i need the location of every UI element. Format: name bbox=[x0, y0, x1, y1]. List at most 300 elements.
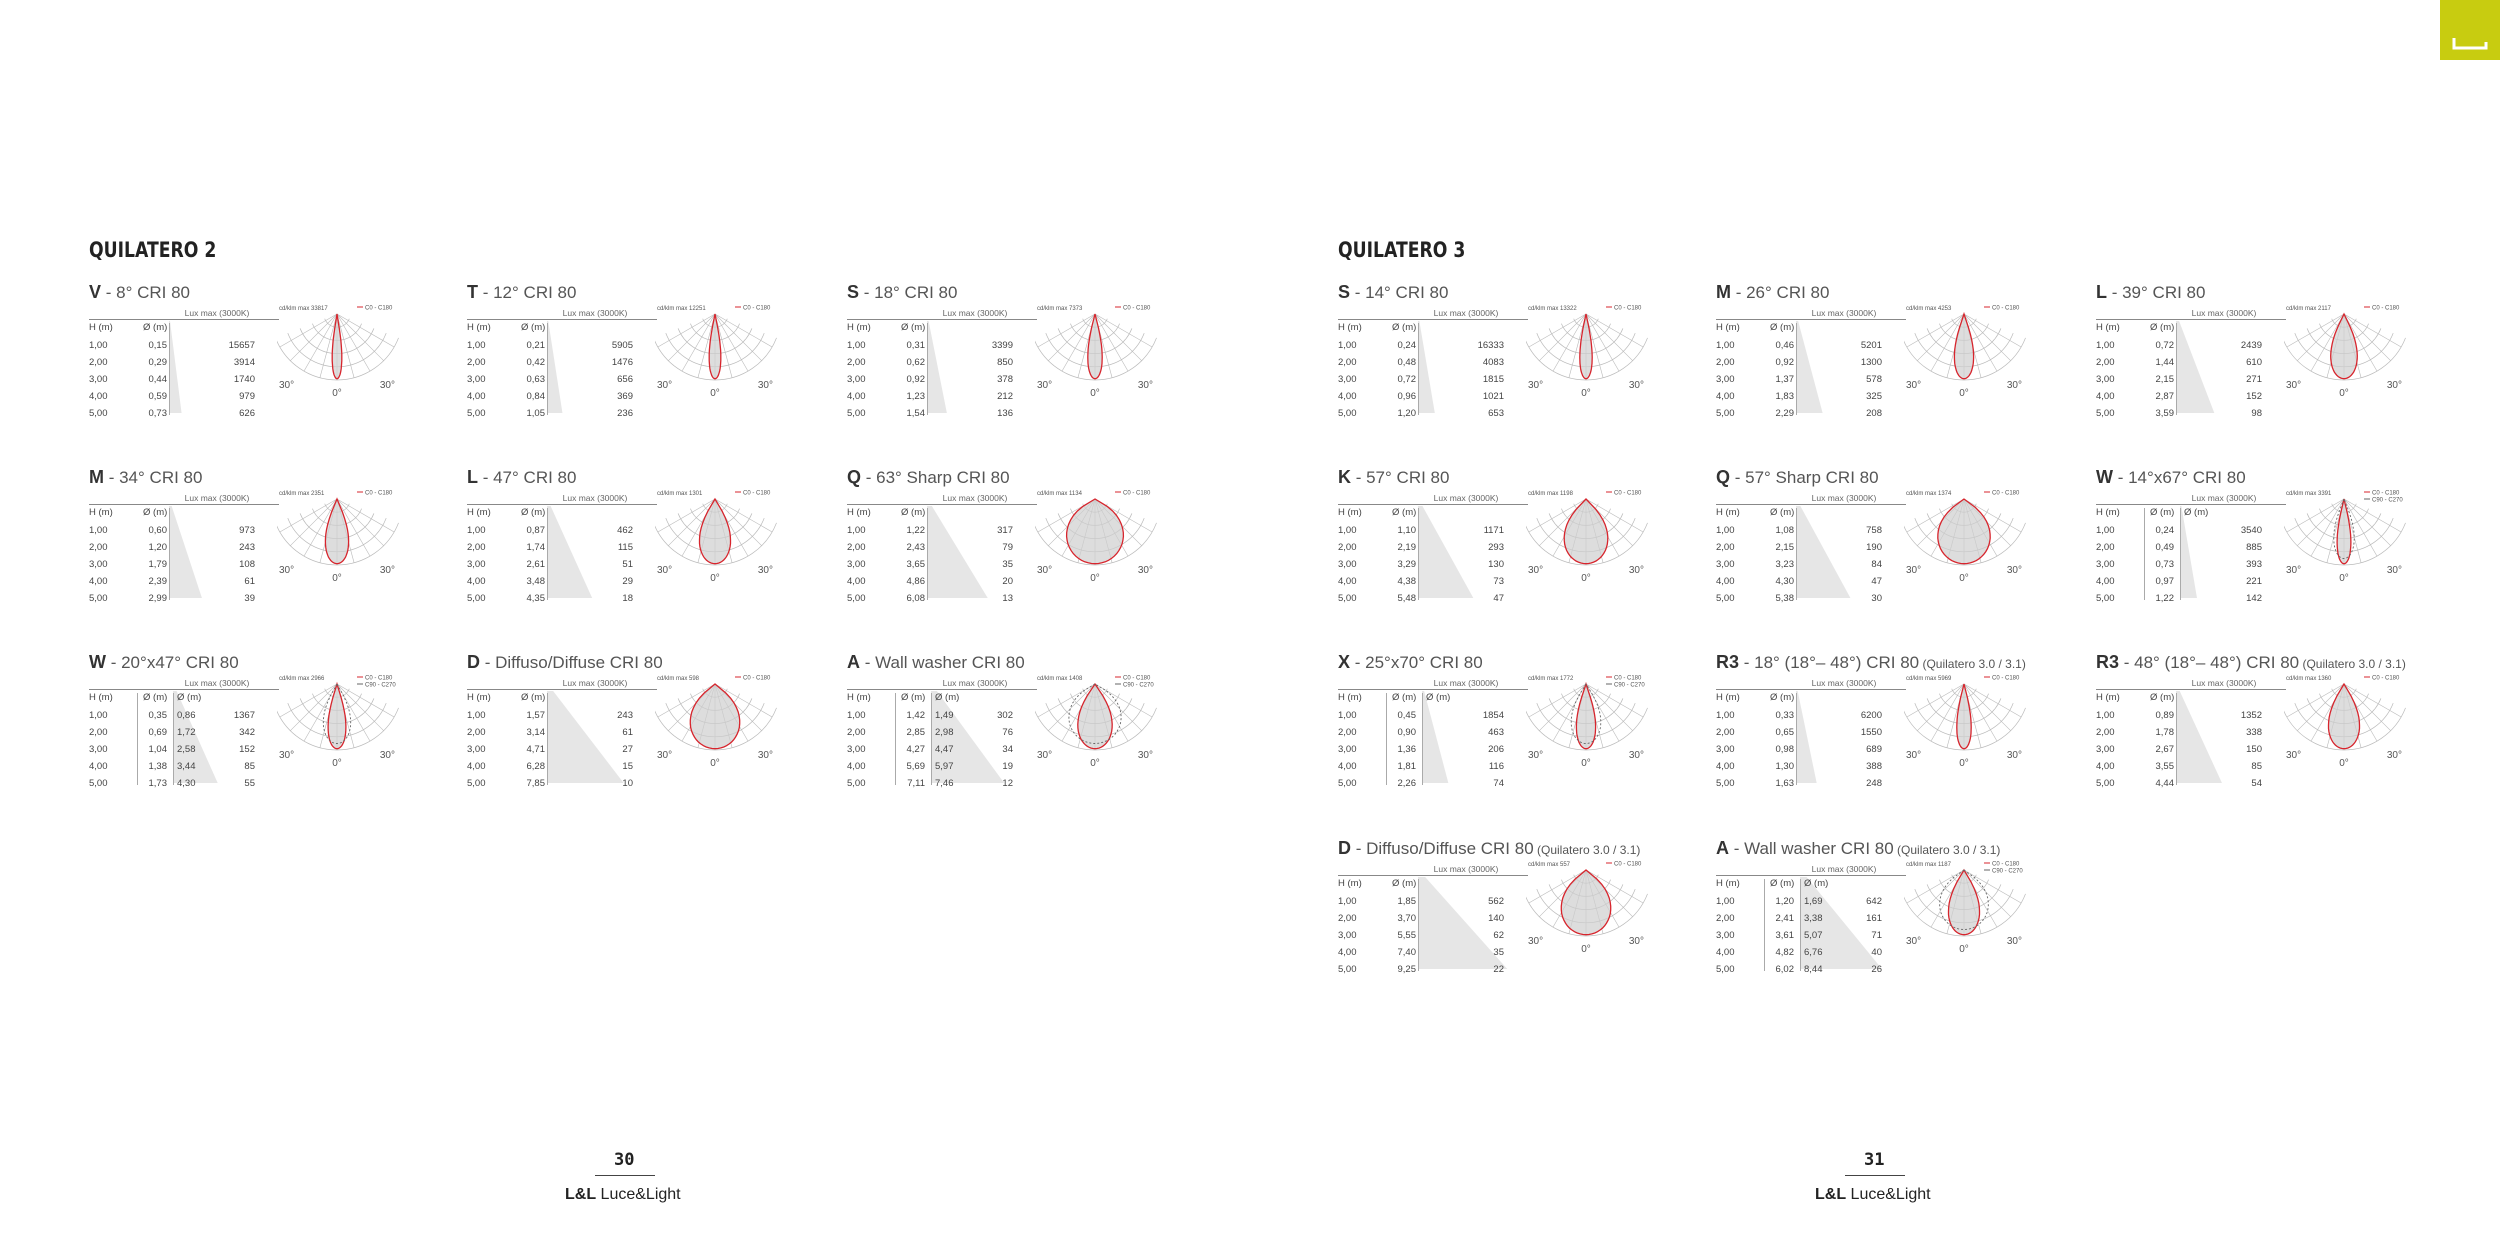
optic-label: - 39° CRI 80 bbox=[2107, 283, 2206, 302]
cell-height: 3,00 bbox=[1338, 559, 1357, 570]
cell-lux: 74 bbox=[1493, 778, 1504, 789]
panel-title bbox=[2096, 652, 2406, 673]
col-header-diameter: Ø (m) bbox=[901, 692, 926, 703]
col-header-h: H (m) bbox=[467, 322, 491, 333]
cell-height: 4,00 bbox=[89, 391, 108, 402]
panel-title bbox=[89, 467, 202, 488]
cell-height: 3,00 bbox=[2096, 559, 2115, 570]
cell-diameter: 1,78 bbox=[2155, 727, 2174, 738]
cell-lux: 388 bbox=[1866, 761, 1882, 772]
cell-height: 2,00 bbox=[847, 542, 866, 553]
cell-height: 2,00 bbox=[2096, 357, 2115, 368]
cell-diameter: 2,99 bbox=[148, 593, 167, 604]
panel-title bbox=[1338, 282, 1448, 303]
angle-label-center: 0° bbox=[332, 758, 342, 768]
lux-max-header: Lux max (3000K) bbox=[1433, 493, 1499, 503]
lux-max-header: Lux max (3000K) bbox=[2191, 308, 2257, 318]
optic-code: S bbox=[1338, 282, 1351, 302]
cell-height: 3,00 bbox=[1716, 559, 1735, 570]
column-divider bbox=[931, 693, 932, 785]
col-header-h: H (m) bbox=[1338, 878, 1362, 889]
cell-lux: 136 bbox=[997, 408, 1013, 419]
polar-light-distribution-diagram bbox=[1904, 672, 2026, 768]
cell-diameter: 3,14 bbox=[526, 727, 545, 738]
angle-label-left: 30° bbox=[1037, 565, 1053, 576]
cell-lux: 5905 bbox=[611, 340, 633, 351]
cell-height: 4,00 bbox=[89, 761, 108, 772]
beam-curve-c0 bbox=[1088, 314, 1102, 379]
column-divider bbox=[1418, 323, 1419, 415]
angle-label-right: 30° bbox=[379, 750, 395, 761]
col-header-h: H (m) bbox=[89, 322, 113, 333]
legend-entry: C0 - C180 bbox=[1123, 305, 1151, 312]
optic-code: Q bbox=[847, 467, 862, 487]
cell-height: 2,00 bbox=[1338, 727, 1357, 738]
optic-label: - 20°x47° CRI 80 bbox=[106, 653, 239, 672]
angle-label-center: 0° bbox=[1581, 388, 1591, 398]
cell-lux: 79 bbox=[1002, 542, 1013, 553]
col-header-diameter: Ø (m) bbox=[521, 322, 546, 333]
cell-height: 2,00 bbox=[1338, 542, 1357, 553]
col-header-diameter: Ø (m) bbox=[143, 507, 168, 518]
cell-height: 2,00 bbox=[1716, 727, 1735, 738]
cell-diameter-2: 2,98 bbox=[935, 727, 954, 738]
cd-klm-max: cd/klm max 2966 bbox=[279, 676, 325, 682]
cell-diameter: 5,69 bbox=[906, 761, 925, 772]
polar-grid-ray bbox=[668, 314, 715, 361]
legend-entry: C0 - C180 bbox=[1992, 305, 2020, 312]
optic-label: - 48° (18°– 48°) CRI 80 bbox=[2119, 653, 2300, 672]
table-rule bbox=[89, 504, 279, 505]
cell-diameter: 1,08 bbox=[1775, 525, 1794, 536]
cell-height: 4,00 bbox=[1338, 391, 1357, 402]
beam-curve-c0 bbox=[1078, 684, 1112, 749]
photometric-panel bbox=[2096, 467, 2408, 627]
cell-height: 4,00 bbox=[2096, 761, 2115, 772]
cell-lux: 35 bbox=[1493, 947, 1504, 958]
cell-lux: 562 bbox=[1488, 896, 1504, 907]
cell-lux: 689 bbox=[1866, 744, 1882, 755]
col-header-h: H (m) bbox=[847, 692, 871, 703]
cell-diameter: 2,87 bbox=[2155, 391, 2174, 402]
cell-lux: 206 bbox=[1488, 744, 1504, 755]
cd-klm-max: cd/klm max 33817 bbox=[279, 306, 328, 312]
table-rule bbox=[89, 319, 279, 320]
angle-label-left: 30° bbox=[2286, 750, 2302, 761]
cell-lux: 190 bbox=[1866, 542, 1882, 553]
cell-diameter: 4,35 bbox=[526, 593, 545, 604]
beam-curve-c0 bbox=[1564, 499, 1608, 564]
col-header-diameter: Ø (m) bbox=[1392, 507, 1417, 518]
cell-height: 4,00 bbox=[2096, 391, 2115, 402]
cell-diameter: 3,23 bbox=[1775, 559, 1794, 570]
optic-label: - Wall washer CRI 80 bbox=[860, 653, 1025, 672]
polar-grid-ray bbox=[337, 684, 394, 717]
cell-height: 5,00 bbox=[1338, 408, 1357, 419]
cell-diameter-2: 7,46 bbox=[935, 778, 954, 789]
angle-label-right: 30° bbox=[1137, 380, 1153, 391]
polar-light-distribution-diagram bbox=[1526, 487, 1648, 583]
col-header-diameter: Ø (m) bbox=[521, 692, 546, 703]
cell-height: 1,00 bbox=[1716, 525, 1735, 536]
angle-label-center: 0° bbox=[1090, 388, 1100, 398]
col-header-h: H (m) bbox=[1716, 322, 1740, 333]
cell-lux: 302 bbox=[997, 710, 1013, 721]
beam-curve-c0 bbox=[1954, 314, 1973, 379]
cell-diameter: 3,55 bbox=[2155, 761, 2174, 772]
polar-grid-ray bbox=[1038, 314, 1095, 347]
cell-diameter: 4,27 bbox=[906, 744, 925, 755]
table-rule bbox=[1716, 319, 1906, 320]
cell-lux: 34 bbox=[1002, 744, 1013, 755]
lux-max-header: Lux max (3000K) bbox=[1811, 864, 1877, 874]
section-title-quilatero-2: QUILATERO 2 bbox=[89, 238, 217, 262]
cell-height: 5,00 bbox=[467, 778, 486, 789]
col-header-h: H (m) bbox=[847, 322, 871, 333]
cell-diameter: 0,84 bbox=[526, 391, 545, 402]
panel-title bbox=[89, 652, 239, 673]
beam-curve-c0 bbox=[1949, 870, 1980, 935]
cell-height: 2,00 bbox=[89, 727, 108, 738]
cell-height: 3,00 bbox=[89, 744, 108, 755]
photometric-panel bbox=[1716, 838, 2028, 998]
lux-max-header: Lux max (3000K) bbox=[1433, 678, 1499, 688]
cell-lux: 338 bbox=[2246, 727, 2262, 738]
angle-label-center: 0° bbox=[2339, 758, 2349, 768]
polar-light-distribution-diagram bbox=[1904, 487, 2026, 583]
cell-height: 3,00 bbox=[1716, 930, 1735, 941]
col-header-h: H (m) bbox=[1716, 692, 1740, 703]
col-header-diameter: Ø (m) bbox=[2150, 692, 2175, 703]
col-header-h: H (m) bbox=[467, 507, 491, 518]
angle-label-left: 30° bbox=[657, 750, 673, 761]
cell-height: 1,00 bbox=[1338, 710, 1357, 721]
cell-diameter: 0,65 bbox=[1775, 727, 1794, 738]
cell-diameter: 0,49 bbox=[2155, 542, 2174, 553]
cell-diameter: 1,37 bbox=[1775, 374, 1794, 385]
legend-entry: C0 - C180 bbox=[365, 490, 393, 497]
cell-diameter: 7,11 bbox=[907, 778, 925, 789]
angle-label-center: 0° bbox=[332, 388, 342, 398]
photometric-panel bbox=[1716, 467, 2028, 627]
panel-title bbox=[1716, 838, 2000, 859]
cell-lux: 1854 bbox=[1482, 710, 1504, 721]
cell-lux: 208 bbox=[1866, 408, 1882, 419]
column-divider bbox=[927, 508, 928, 600]
cell-height: 1,00 bbox=[2096, 710, 2115, 721]
cd-klm-max: cd/klm max 598 bbox=[657, 676, 700, 682]
cell-height: 1,00 bbox=[847, 710, 866, 721]
cell-lux: 115 bbox=[617, 542, 633, 553]
cell-lux: 221 bbox=[2246, 576, 2262, 587]
cell-height: 4,00 bbox=[2096, 576, 2115, 587]
cell-height: 2,00 bbox=[89, 542, 108, 553]
cell-diameter: 0,90 bbox=[1397, 727, 1416, 738]
cell-diameter: 1,54 bbox=[906, 408, 925, 419]
cell-height: 3,00 bbox=[467, 559, 486, 570]
photometric-panel bbox=[847, 282, 1159, 442]
col-header-diameter: Ø (m) bbox=[1392, 692, 1417, 703]
photometric-panel bbox=[89, 652, 401, 812]
cell-height: 5,00 bbox=[1716, 964, 1735, 975]
polar-grid-ray bbox=[1907, 684, 1964, 717]
cell-height: 1,00 bbox=[1338, 525, 1357, 536]
cell-diameter-2: 1,49 bbox=[935, 710, 954, 721]
column-divider bbox=[1422, 693, 1423, 785]
cell-lux: 13 bbox=[1002, 593, 1013, 604]
cell-diameter: 1,30 bbox=[1775, 761, 1794, 772]
cell-diameter: 1,83 bbox=[1775, 391, 1794, 402]
column-divider bbox=[547, 693, 548, 785]
cell-lux: 325 bbox=[1866, 391, 1882, 402]
polar-grid-ray bbox=[290, 314, 337, 361]
angle-label-right: 30° bbox=[1628, 380, 1644, 391]
cell-diameter: 0,42 bbox=[526, 357, 545, 368]
cell-lux: 76 bbox=[1002, 727, 1013, 738]
legend-entry: C0 - C180 bbox=[743, 675, 771, 682]
cell-diameter: 1,23 bbox=[906, 391, 925, 402]
cell-height: 3,00 bbox=[89, 559, 108, 570]
cell-lux: 150 bbox=[2246, 744, 2262, 755]
cell-height: 3,00 bbox=[1338, 744, 1357, 755]
polar-grid-ray bbox=[337, 314, 394, 347]
cell-diameter: 0,92 bbox=[1775, 357, 1794, 368]
cell-height: 3,00 bbox=[89, 374, 108, 385]
col-header-diameter: Ø (m) bbox=[1392, 878, 1417, 889]
polar-grid-ray bbox=[1529, 314, 1586, 347]
optic-label: - 63° Sharp CRI 80 bbox=[861, 468, 1010, 487]
angle-label-right: 30° bbox=[1628, 936, 1644, 947]
cell-lux: 1367 bbox=[233, 710, 255, 721]
cell-lux: 161 bbox=[1866, 913, 1882, 924]
beam-curve-c0 bbox=[700, 499, 731, 564]
cell-diameter: 1,22 bbox=[2155, 593, 2174, 604]
cell-height: 5,00 bbox=[467, 408, 486, 419]
optic-code: A bbox=[1716, 838, 1729, 858]
cell-height: 4,00 bbox=[847, 761, 866, 772]
cd-klm-max: cd/klm max 557 bbox=[1528, 862, 1571, 868]
cell-lux: 22 bbox=[1493, 964, 1504, 975]
column-divider bbox=[169, 323, 170, 415]
column-divider bbox=[173, 693, 174, 785]
optic-note: (Quilatero 3.0 / 3.1) bbox=[1919, 657, 2026, 671]
table-rule bbox=[2096, 689, 2286, 690]
angle-label-right: 30° bbox=[1137, 750, 1153, 761]
cell-height: 2,00 bbox=[467, 542, 486, 553]
cell-diameter: 1,73 bbox=[148, 778, 167, 789]
polar-grid-ray bbox=[2344, 499, 2401, 532]
cell-height: 1,00 bbox=[89, 525, 108, 536]
col-header-h: H (m) bbox=[2096, 322, 2120, 333]
polar-grid-ray bbox=[280, 314, 337, 347]
beam-curve-c0 bbox=[1067, 499, 1124, 564]
photometric-panel bbox=[1338, 282, 1650, 442]
col-header-diameter-2: Ø (m) bbox=[1426, 692, 1451, 703]
cell-diameter: 9,25 bbox=[1397, 964, 1416, 975]
cell-diameter: 0,72 bbox=[1397, 374, 1416, 385]
lux-max-header: Lux max (3000K) bbox=[2191, 678, 2257, 688]
angle-label-left: 30° bbox=[279, 565, 295, 576]
cell-diameter: 6,08 bbox=[906, 593, 925, 604]
panel-title bbox=[1716, 652, 2026, 673]
cell-lux: 248 bbox=[1866, 778, 1882, 789]
col-header-h: H (m) bbox=[2096, 692, 2120, 703]
cell-diameter: 2,15 bbox=[1775, 542, 1794, 553]
cell-diameter: 0,60 bbox=[148, 525, 167, 536]
panel-title bbox=[847, 282, 957, 303]
table-rule bbox=[847, 504, 1037, 505]
table-rule bbox=[467, 319, 657, 320]
angle-label-center: 0° bbox=[1581, 573, 1591, 583]
cell-lux: 656 bbox=[617, 374, 633, 385]
cell-height: 2,00 bbox=[467, 727, 486, 738]
cell-height: 1,00 bbox=[89, 710, 108, 721]
optic-label: - 57° CRI 80 bbox=[1351, 468, 1450, 487]
lux-max-header: Lux max (3000K) bbox=[1433, 864, 1499, 874]
cell-diameter: 4,30 bbox=[1775, 576, 1794, 587]
cell-diameter: 0,62 bbox=[906, 357, 925, 368]
cell-lux: 271 bbox=[2246, 374, 2262, 385]
cell-diameter: 1,79 bbox=[148, 559, 167, 570]
lux-max-header: Lux max (3000K) bbox=[1811, 678, 1877, 688]
angle-label-center: 0° bbox=[710, 388, 720, 398]
lux-max-header: Lux max (3000K) bbox=[562, 308, 628, 318]
cell-lux: 2439 bbox=[2240, 340, 2262, 351]
cell-diameter: 1,81 bbox=[1397, 761, 1416, 772]
photometric-panel bbox=[1716, 652, 2028, 812]
cell-height: 5,00 bbox=[847, 778, 866, 789]
cell-lux: 152 bbox=[239, 744, 255, 755]
lux-max-header: Lux max (3000K) bbox=[562, 493, 628, 503]
cd-klm-max: cd/klm max 5969 bbox=[1906, 676, 1952, 682]
cell-diameter: 0,73 bbox=[2155, 559, 2174, 570]
cell-diameter: 5,48 bbox=[1397, 593, 1416, 604]
angle-label-left: 30° bbox=[279, 750, 295, 761]
cell-height: 5,00 bbox=[1716, 778, 1735, 789]
cell-lux: 4083 bbox=[1482, 357, 1504, 368]
cell-diameter: 0,33 bbox=[1775, 710, 1794, 721]
cell-lux: 462 bbox=[617, 525, 633, 536]
cell-lux: 16333 bbox=[1477, 340, 1504, 351]
optic-label: - Diffuso/Diffuse CRI 80 bbox=[480, 653, 663, 672]
cell-diameter: 1,22 bbox=[906, 525, 925, 536]
cell-lux: 610 bbox=[2246, 357, 2262, 368]
optic-label: - 18° (18°– 48°) CRI 80 bbox=[1739, 653, 1920, 672]
cell-lux: 1171 bbox=[1483, 525, 1504, 536]
col-header-h: H (m) bbox=[89, 507, 113, 518]
cell-lux: 653 bbox=[1488, 408, 1504, 419]
col-header-diameter: Ø (m) bbox=[143, 692, 168, 703]
angle-label-right: 30° bbox=[757, 380, 773, 391]
cell-diameter: 1,20 bbox=[1775, 896, 1794, 907]
optic-code: M bbox=[89, 467, 104, 487]
brand-footer-right bbox=[1815, 1186, 1931, 1204]
cell-height: 2,00 bbox=[2096, 727, 2115, 738]
cell-lux: 54 bbox=[2251, 778, 2262, 789]
cell-diameter: 0,24 bbox=[2155, 525, 2174, 536]
page-number-right: 31 bbox=[1864, 1150, 1885, 1170]
cell-height: 5,00 bbox=[89, 593, 108, 604]
legend-entry: C0 - C180 bbox=[365, 305, 393, 312]
photometric-panel bbox=[467, 467, 779, 627]
cell-diameter: 0,35 bbox=[148, 710, 167, 721]
cell-lux: 55 bbox=[244, 778, 255, 789]
cell-diameter: 1,38 bbox=[148, 761, 167, 772]
panel-title bbox=[89, 282, 190, 303]
col-header-diameter: Ø (m) bbox=[1770, 322, 1795, 333]
cell-diameter: 5,38 bbox=[1775, 593, 1794, 604]
polar-light-distribution-diagram bbox=[655, 672, 777, 768]
legend-entry: C0 - C180 bbox=[743, 490, 771, 497]
angle-label-left: 30° bbox=[1906, 565, 1922, 576]
optic-code: Q bbox=[1716, 467, 1731, 487]
cell-diameter-2: 0,86 bbox=[177, 710, 196, 721]
angle-label-center: 0° bbox=[1959, 944, 1969, 954]
polar-grid-ray bbox=[1586, 314, 1633, 361]
legend-entry: C0 - C180 bbox=[1123, 675, 1151, 682]
lux-max-header: Lux max (3000K) bbox=[2191, 493, 2257, 503]
column-divider bbox=[1800, 879, 1801, 971]
cell-lux: 140 bbox=[1488, 913, 1504, 924]
cell-height: 4,00 bbox=[1338, 576, 1357, 587]
polar-grid-ray bbox=[337, 314, 384, 361]
photometric-panel bbox=[89, 467, 401, 627]
cell-diameter: 2,26 bbox=[1397, 778, 1416, 789]
photometric-panel bbox=[89, 282, 401, 442]
cell-diameter: 0,98 bbox=[1775, 744, 1794, 755]
cell-diameter: 6,28 bbox=[526, 761, 545, 772]
photometric-panel bbox=[1338, 467, 1650, 627]
optic-label: - 8° CRI 80 bbox=[101, 283, 191, 302]
cell-height: 3,00 bbox=[467, 374, 486, 385]
optic-label: - 47° CRI 80 bbox=[478, 468, 577, 487]
cell-height: 4,00 bbox=[1716, 947, 1735, 958]
col-header-diameter-2: Ø (m) bbox=[935, 692, 960, 703]
col-header-h: H (m) bbox=[2096, 507, 2120, 518]
photometric-panel bbox=[847, 467, 1159, 627]
angle-label-left: 30° bbox=[657, 380, 673, 391]
cell-height: 1,00 bbox=[1716, 710, 1735, 721]
column-divider bbox=[1418, 508, 1419, 600]
cell-diameter: 1,74 bbox=[526, 542, 545, 553]
column-divider bbox=[1796, 693, 1797, 785]
polar-light-distribution-diagram bbox=[2284, 487, 2406, 583]
cell-diameter: 1,63 bbox=[1775, 778, 1794, 789]
cell-diameter: 1,10 bbox=[1397, 525, 1416, 536]
panel-title bbox=[847, 467, 1010, 488]
brand-text: Luce&Light bbox=[1846, 1186, 1931, 1203]
cell-lux: 47 bbox=[1493, 593, 1504, 604]
cell-height: 2,00 bbox=[467, 357, 486, 368]
beam-curve-c0 bbox=[2329, 684, 2360, 749]
beam-curve-c0 bbox=[2337, 499, 2351, 564]
table-rule bbox=[1716, 689, 1906, 690]
polar-grid-ray bbox=[1586, 314, 1643, 347]
angle-label-center: 0° bbox=[1581, 944, 1591, 954]
cell-diameter: 0,15 bbox=[148, 340, 167, 351]
cell-diameter: 4,44 bbox=[2155, 778, 2174, 789]
cd-klm-max: cd/klm max 12251 bbox=[657, 306, 706, 312]
cell-height: 4,00 bbox=[1716, 761, 1735, 772]
brand-corner-mark bbox=[2440, 0, 2500, 60]
cell-height: 1,00 bbox=[847, 340, 866, 351]
cell-lux: 243 bbox=[239, 542, 255, 553]
polar-light-distribution-diagram bbox=[2284, 302, 2406, 398]
angle-label-left: 30° bbox=[1906, 380, 1922, 391]
cell-lux: 369 bbox=[617, 391, 633, 402]
optic-code: D bbox=[467, 652, 480, 672]
cell-lux: 243 bbox=[617, 710, 633, 721]
